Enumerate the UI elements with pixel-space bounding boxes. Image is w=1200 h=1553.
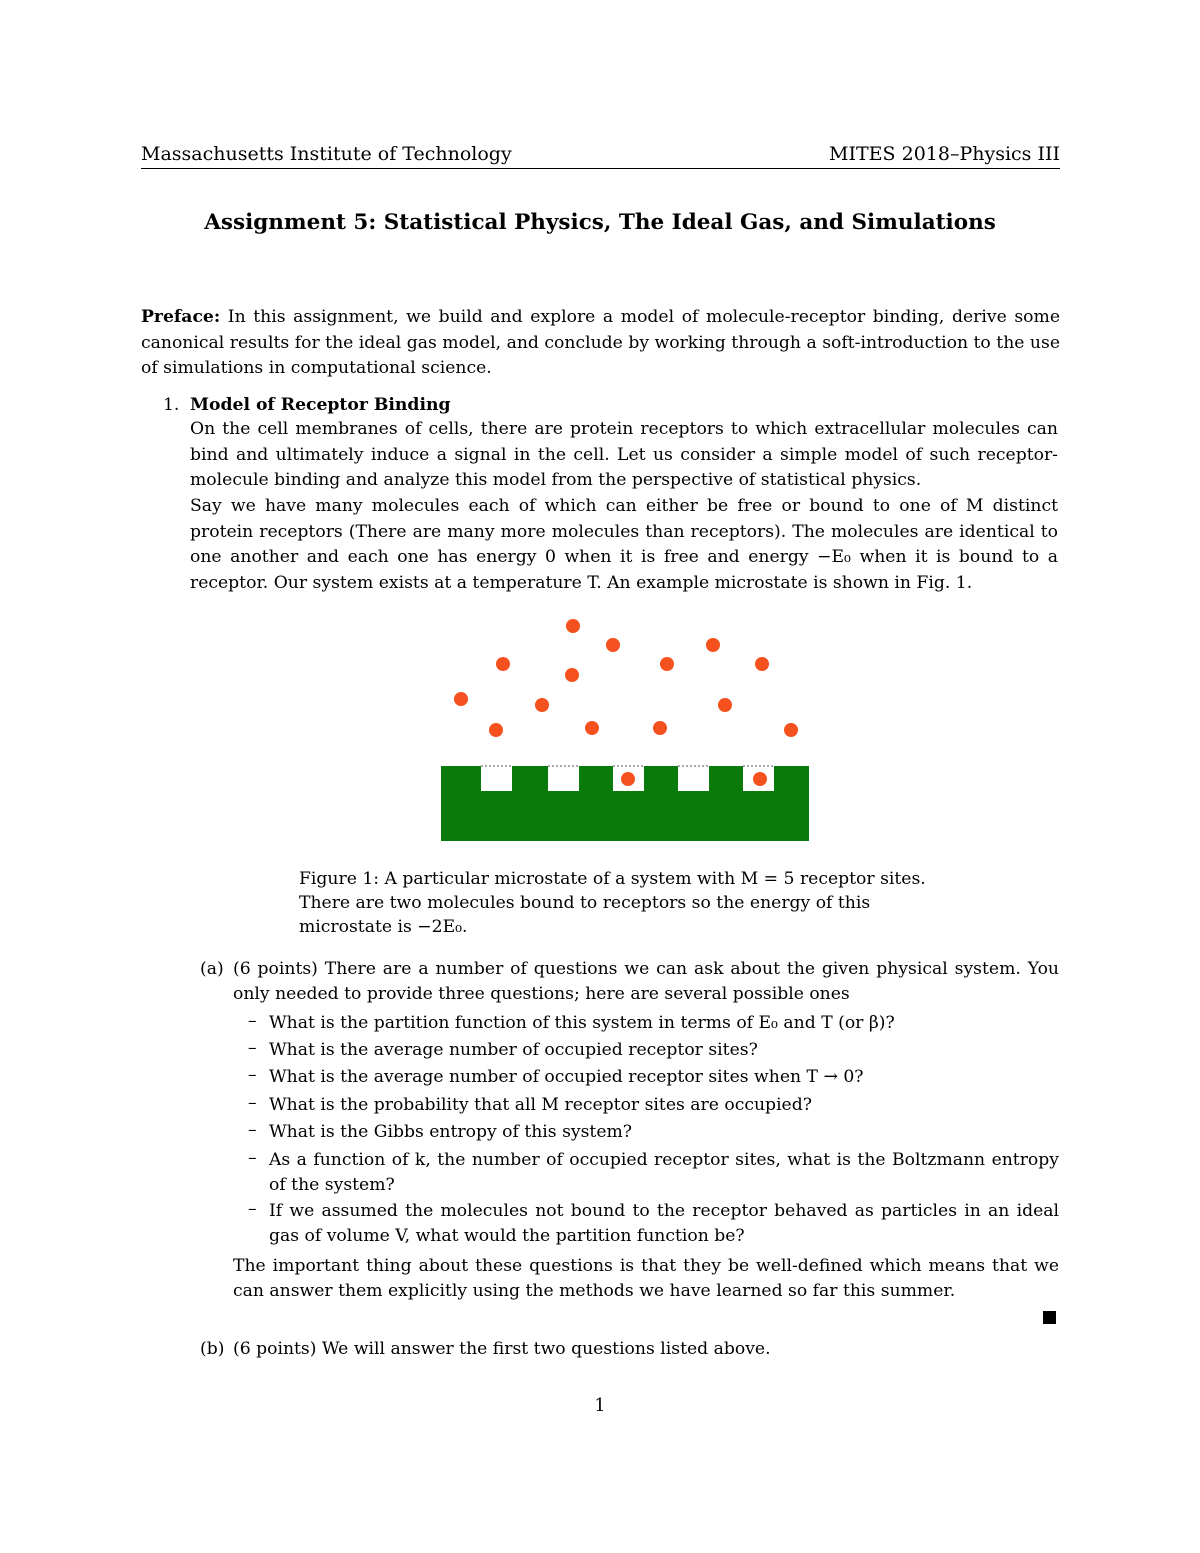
free-molecule: [489, 723, 503, 737]
part-a-label: (a): [200, 959, 224, 979]
free-molecule: [653, 721, 667, 735]
free-molecule: [755, 657, 769, 671]
free-molecule: [784, 723, 798, 737]
free-molecule: [496, 657, 510, 671]
receptor-site: [548, 766, 579, 791]
part-a-text: (6 points) There are a number of questions we can ask about the given physical system. You only needed to provide three questions; here are several possible ones: [233, 959, 1059, 1004]
list-item: What is the partition function of this system in terms of E₀ and T (or β)?: [269, 1013, 895, 1033]
list-item: What is the average number of occupied receptor sites when T → 0?: [269, 1067, 864, 1087]
free-molecule: [660, 657, 674, 671]
header-rule: [141, 168, 1060, 169]
header-institution: Massachusetts Institute of Technology: [141, 143, 512, 165]
receptor-site: [481, 766, 512, 791]
figure-caption: Figure 1: A particular microstate of a system with M = 5 receptor sites. There are two molecules bound to receptors so the energy of this microstate is −2E₀.: [299, 869, 926, 937]
list-item: As a function of k, the number of occupied receptor sites, what is the Boltzmann entropy of the system?: [269, 1150, 1059, 1195]
list-item: What is the average number of occupied receptor sites?: [269, 1040, 758, 1060]
preface: [141, 305, 1060, 382]
section-paragraph-2: Say we have many molecules each of which can either be free or bound to one of M distinct protein receptors (There are many more molecules than receptors). The molecules are identical to one another and each one has energy 0 when it is free and energy −E₀ when it is bound to a receptor. Our system exists at a temperature T. An example microstate is shown in Fig. 1.: [190, 496, 1058, 593]
part-b-text: (6 points) We will answer the first two questions listed above.: [233, 1339, 771, 1359]
section-paragraph-1: On the cell membranes of cells, there are protein receptors to which extracellular molecules can bind and ultimately induce a signal in the cell. Let us consider a simple model of such receptor-molecule binding and analyze this model from the perspective of statistical physics.: [190, 419, 1058, 490]
header-course: MITES 2018–Physics III: [829, 143, 1060, 165]
bound-molecule: [621, 772, 635, 786]
section-title: Model of Receptor Binding: [190, 395, 451, 415]
list-item: If we assumed the molecules not bound to the receptor behaved as particles in an ideal gas of volume V, what would the partition function be?: [269, 1201, 1059, 1246]
free-molecule: [535, 698, 549, 712]
receptor-figure: [430, 610, 820, 850]
free-molecule: [606, 638, 620, 652]
assignment-title: Assignment 5: Statistical Physics, The Ideal Gas, and Simulations: [204, 210, 996, 235]
molecules: [454, 619, 798, 786]
qed-square-icon: [1043, 1311, 1056, 1324]
page-number: 1: [594, 1396, 606, 1416]
free-molecule: [566, 619, 580, 633]
part-b-label: (b): [200, 1339, 225, 1359]
free-molecule: [565, 668, 579, 682]
preface-label: Preface:: [141, 307, 221, 327]
preface-text: In this assignment, we build and explore a model of molecule-receptor binding, derive some canonical results for the ideal gas model, and conclude by working through a soft-introduction to the use of simulations in computational science.: [141, 307, 1060, 378]
list-item: What is the probability that all M receptor sites are occupied?: [269, 1095, 812, 1115]
part-a-closing: The important thing about these questions is that they be well-defined which means that we can answer them explicitly using the methods we have learned so far this summer.: [233, 1256, 1059, 1301]
free-molecule: [706, 638, 720, 652]
receptor-site: [678, 766, 709, 791]
free-molecule: [454, 692, 468, 706]
free-molecule: [718, 698, 732, 712]
free-molecule: [585, 721, 599, 735]
section-number: 1.: [163, 395, 180, 415]
list-item: What is the Gibbs entropy of this system?: [269, 1122, 633, 1142]
bound-molecule: [753, 772, 767, 786]
